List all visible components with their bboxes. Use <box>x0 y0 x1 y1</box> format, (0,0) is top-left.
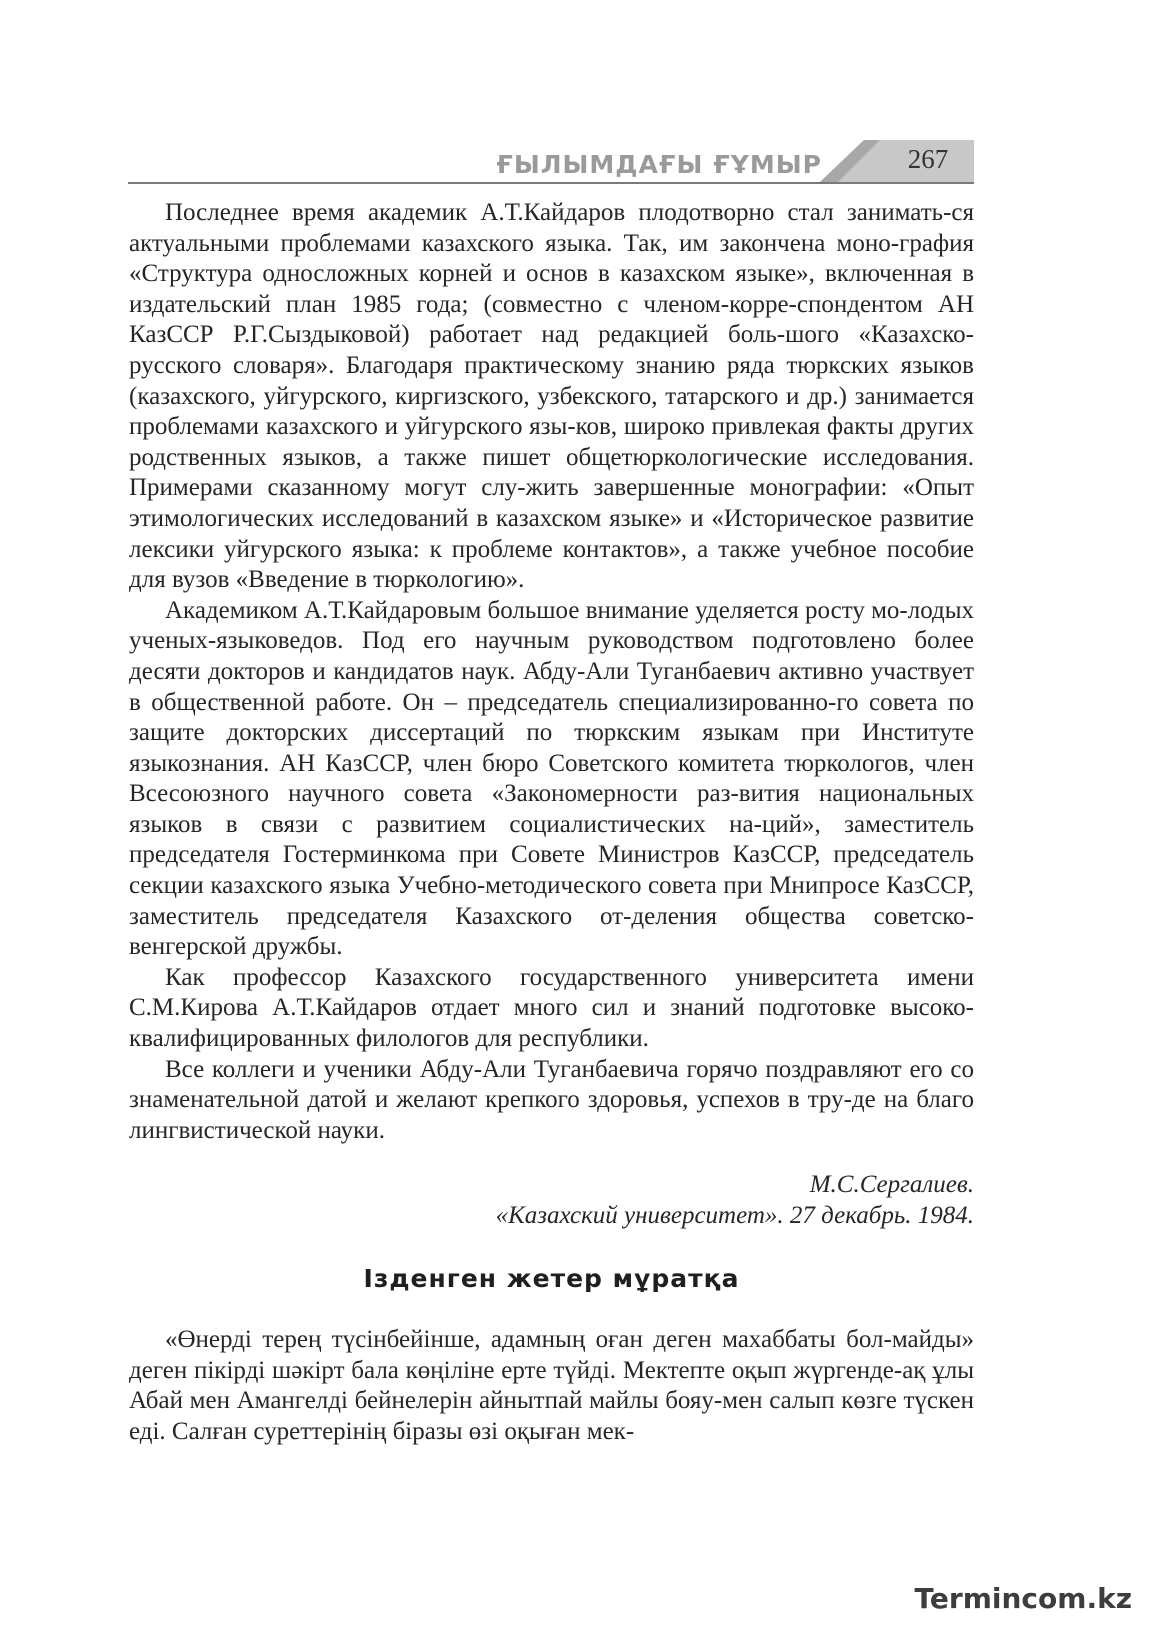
article-signature <box>129 1170 974 1231</box>
paragraph: Как профессор Казахского государственного университета имени С.М.Кирова А.Т.Кайдаров отдает много сил и знаний подготовке высоко-квалифицированных филологов для республики. <box>129 963 974 1053</box>
section-heading: Ізденген жетер мұратқа <box>363 1264 740 1293</box>
header-rule <box>128 182 974 184</box>
section-body <box>129 1325 974 1447</box>
site-watermark: Termincom.kz <box>914 1582 1132 1615</box>
signature-author: М.С.Сергалиев. <box>809 1171 974 1198</box>
page-number: 267 <box>907 144 949 174</box>
paragraph: Последнее время академик А.Т.Кайдаров плодотворно стал занимать-ся актуальными проблемами казахского языка. Так, им закончена моно-графия «Структура односложных корней и основ в казахском языке», включенная в издательский план 1985 года; (совместно с членом-корре-спондентом АН КазССР Р.Г.Сыздыковой) работает над редакцией боль-шого «Казахско-русского словаря». Благодаря практическому знанию ряда тюркских языков (казахского, уйгурского, киргизского, узбекского, татарского и др.) занимается проблемами казахского и уйгурского язы-ков, широко привлекая факты других родственных языков, а также пишет общетюркологические исследования. Примерами сказанному могут слу-жить завершенные монографии: «Опыт этимологических исследований в казахском языке» и «Историческое развитие лексики уйгурского языка: к проблеме контактов», а также учебное пособие для вузов «Введение в тюркологию». <box>129 199 974 594</box>
page-header <box>0 0 1158 200</box>
running-title: ҒЫЛЫМДАҒЫ ҒҰМЫР <box>496 150 822 179</box>
paragraph: Все коллеги и ученики Абду-Али Туганбаевича горячо поздравляют его со знаменательной датой и желают крепкого здоровья, успехов в тру-де на благо лингвистической науки. <box>129 1055 974 1144</box>
signature-source: «Казахский университет». 27 декабрь. 1984. <box>495 1201 974 1229</box>
paragraph: Академиком А.Т.Кайдаровым большое внимание уделяется росту мо-лодых ученых-языковедов. Под его научным руководством подготовлено более десяти докторов и кандидатов наук. Абду-Али Туганбаевич активно участвует в общественной работе. Он – председатель специализированно-го совета по защите докторских диссертаций по тюркским языкам при Институте языкознания. АН КазССР, член бюро Советского комитета тюркологов, член Всесоюзного научного совета «Закономерности раз-вития национальных языков в связи с развитием социалистических на-ций», заместитель председателя Гостерминкома при Совете Министров КазССР, председатель секции казахского языка Учебно-методического совета при Мнипросе КазССР, заместитель председателя Казахского от-деления общества советско-венгерской дружбы. <box>129 596 974 961</box>
paragraph: «Өнерді терең түсінбейінше, адамның оған деген махаббаты бол-майды» деген пікірді шәкірт бала көңіліне ерте түйді. Мектепте оқып жүргенде-ақ ұлы Абай мен Амангелді бейнелерін айнытпай майлы бояу-мен салып көзге түскен еді. Салған суреттерінің біразы өзі оқыған мек- <box>129 1326 974 1445</box>
article-body <box>129 198 974 1146</box>
